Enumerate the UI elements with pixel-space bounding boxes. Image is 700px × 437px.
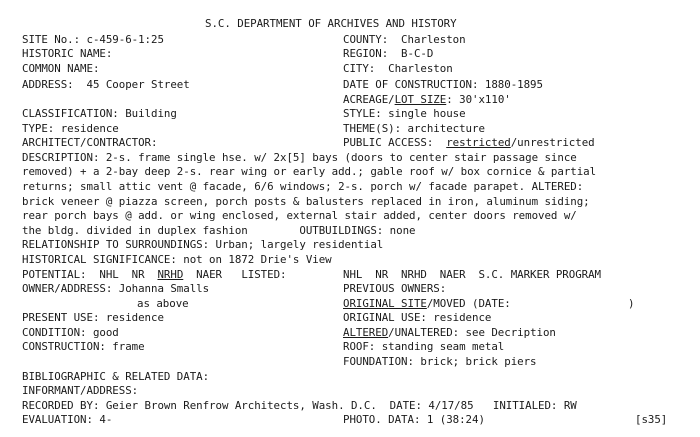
themes: THEME(S): architecture	[343, 122, 485, 135]
altered-unaltered	[343, 326, 556, 339]
informant-address: INFORMANT/ADDRESS:	[22, 384, 139, 397]
evaluation: EVALUATION: 4-	[22, 413, 113, 426]
acreage-value: : 30'x110'	[446, 93, 511, 106]
photo-data: PHOTO. DATA: 1 (38:24)	[343, 413, 485, 426]
restricted-option: restricted	[446, 136, 511, 149]
site-number: SITE No.: c-459-6-1:25	[22, 33, 164, 46]
acreage-lot-size	[343, 93, 511, 106]
public-access	[343, 136, 595, 149]
bibliographic-data: BIBLIOGRAPHIC & RELATED DATA:	[22, 370, 210, 383]
moved-date-label: /MOVED (DATE:	[426, 297, 511, 310]
altered-detail: /UNALTERED: see Decription	[388, 326, 556, 339]
common-name: COMMON NAME:	[22, 62, 100, 75]
owner-address-line2: as above	[137, 297, 189, 310]
description-line: rear porch bays @ add. or wing enclosed, external stair added, center doors removed w/	[22, 209, 577, 222]
city: CITY: Charleston	[343, 62, 453, 75]
acreage-label: ACREAGE/	[343, 93, 395, 106]
description-line: removed) + a 2-bay deep 2-s. rear wing or early add.; gable roof w/ box cornice & partial	[22, 165, 597, 178]
county: COUNTY: Charleston	[343, 33, 466, 46]
construction: CONSTRUCTION: frame	[22, 340, 145, 353]
potential-label: POTENTIAL: NHL NR	[22, 268, 158, 281]
original-site-moved	[343, 297, 511, 310]
address: ADDRESS: 45 Cooper Street	[22, 78, 190, 91]
listed-options: NHL NR NRHD NAER S.C. MARKER PROGRAM	[343, 268, 602, 281]
relationship-to-surroundings: RELATIONSHIP TO SURROUNDINGS: Urban; largely residential	[22, 238, 384, 251]
nrhd-option: NRHD	[157, 268, 184, 281]
original-use: ORIGINAL USE: residence	[343, 311, 492, 324]
lot-size-label: LOT SIZE	[394, 93, 447, 106]
foundation: FOUNDATION: brick; brick piers	[343, 355, 537, 368]
description-line: DESCRIPTION: 2-s. frame single hse. w/ 2x[5] bays (doors to center stair passage since	[22, 151, 577, 164]
owner-address: OWNER/ADDRESS: Johanna Smalls	[22, 282, 210, 295]
description-line: brick veneer @ piazza screen, porch posts & balusters replaced in iron, aluminum siding;	[22, 195, 590, 208]
region: REGION: B-C-D	[343, 47, 434, 60]
previous-owners: PREVIOUS OWNERS:	[343, 282, 447, 295]
architect-contractor: ARCHITECT/CONTRACTOR:	[22, 136, 158, 149]
altered-option: ALTERED	[343, 326, 389, 339]
potential	[22, 268, 287, 281]
moved-date-close: )	[628, 297, 635, 310]
roof: ROOF: standing seam metal	[343, 340, 505, 353]
classification: CLASSIFICATION: Building	[22, 107, 177, 120]
listed-label: NAER LISTED:	[183, 268, 287, 281]
description-line: the bldg. divided in duplex fashion OUTBUILDINGS: none	[22, 224, 416, 237]
type: TYPE: residence	[22, 122, 119, 135]
recorded-by: RECORDED BY: Geier Brown Renfrow Architects, Wash. D.C. DATE: 4/17/85 INITIALED: RW	[22, 399, 577, 412]
historical-significance: HISTORICAL SIGNIFICANCE: not on 1872 Drie's View	[22, 253, 332, 266]
form-title: S.C. DEPARTMENT OF ARCHIVES AND HISTORY	[205, 17, 457, 30]
original-site-option: ORIGINAL SITE	[343, 297, 427, 310]
style: STYLE: single house	[343, 107, 466, 120]
condition: CONDITION: good	[22, 326, 119, 339]
unrestricted-option: /unrestricted	[510, 136, 595, 149]
date-of-construction: DATE OF CONSTRUCTION: 1880-1895	[343, 78, 543, 91]
public-access-label: PUBLIC ACCESS:	[343, 136, 447, 149]
present-use: PRESENT USE: residence	[22, 311, 164, 324]
description-line: returns; small attic vent @ facade, 6/6 windows; 2-s. porch w/ facade parapet. ALTERED:	[22, 180, 584, 193]
historic-name: HISTORIC NAME:	[22, 47, 113, 60]
record-code: [s35]	[635, 413, 668, 426]
